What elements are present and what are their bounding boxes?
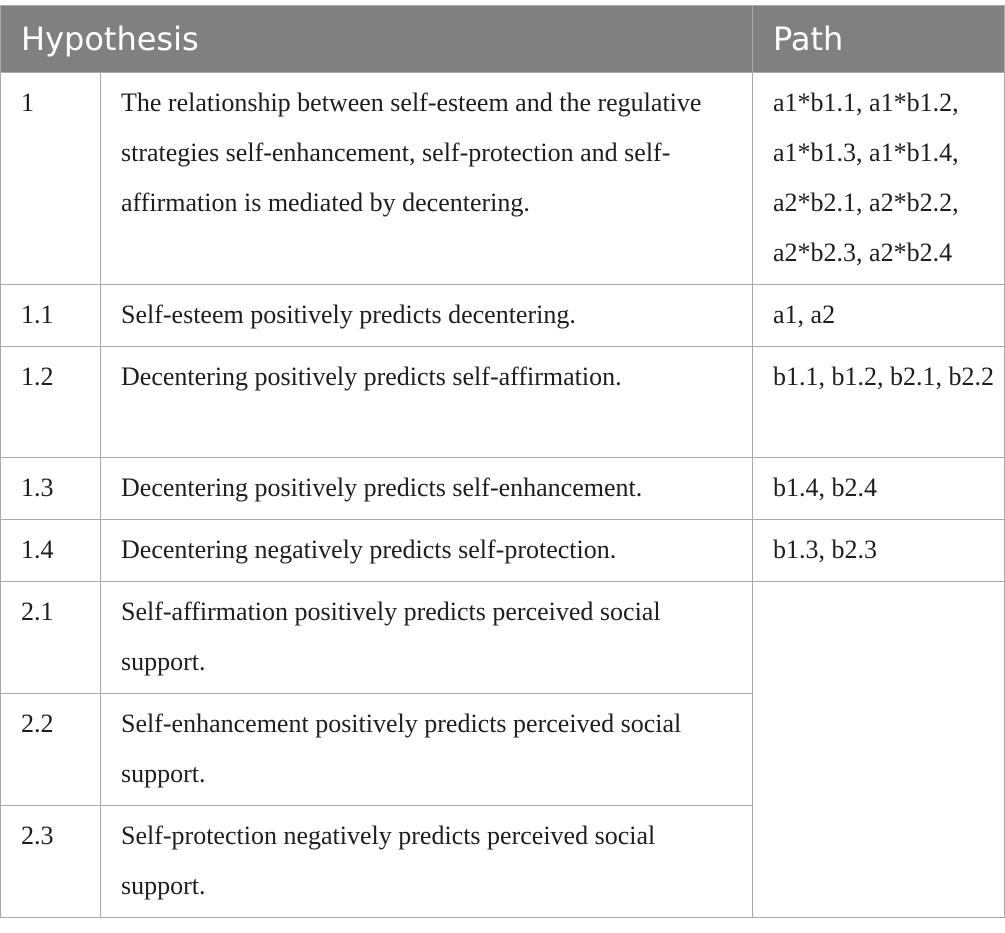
hypothesis-text: Decentering positively predicts self-enhancement. bbox=[101, 458, 753, 520]
hypothesis-number: 2.1 bbox=[1, 582, 101, 694]
table-header-row bbox=[1, 6, 1005, 73]
hypothesis-path: b1.4, b2.4 bbox=[753, 458, 1005, 520]
hypothesis-table bbox=[0, 5, 1005, 918]
table-row bbox=[1, 347, 1005, 458]
hypothesis-path: b1.1, b1.2, b2.1, b2.2 bbox=[753, 347, 1005, 458]
hypothesis-text: Self-protection negatively predicts perceived social support. bbox=[101, 806, 753, 918]
hypothesis-text: Self-affirmation positively predicts perceived social support. bbox=[101, 582, 753, 694]
header-hypothesis: Hypothesis bbox=[1, 6, 753, 73]
hypothesis-path-empty bbox=[753, 582, 1005, 918]
hypothesis-path: a1, a2 bbox=[753, 285, 1005, 347]
table-row bbox=[1, 458, 1005, 520]
hypothesis-path: a1*b1.1, a1*b1.2, a1*b1.3, a1*b1.4, a2*b2.1, a2*b2.2, a2*b2.3, a2*b2.4 bbox=[753, 73, 1005, 285]
hypothesis-text: Self-enhancement positively predicts perceived social support. bbox=[101, 694, 753, 806]
hypothesis-text: The relationship between self-esteem and the regulative strategies self-enhancement, self-protection and self-affirmation is mediated by decentering. bbox=[101, 73, 753, 285]
hypothesis-number: 1.4 bbox=[1, 520, 101, 582]
hypothesis-number: 1.2 bbox=[1, 347, 101, 458]
hypothesis-number: 1.1 bbox=[1, 285, 101, 347]
table-row bbox=[1, 582, 1005, 694]
hypothesis-text: Decentering negatively predicts self-protection. bbox=[101, 520, 753, 582]
table-row bbox=[1, 73, 1005, 285]
table-row bbox=[1, 520, 1005, 582]
hypothesis-number: 1 bbox=[1, 73, 101, 285]
hypothesis-path: b1.3, b2.3 bbox=[753, 520, 1005, 582]
hypothesis-text: Decentering positively predicts self-affirmation. bbox=[101, 347, 753, 458]
hypothesis-number: 2.3 bbox=[1, 806, 101, 918]
hypothesis-number: 2.2 bbox=[1, 694, 101, 806]
header-path: Path bbox=[753, 6, 1005, 73]
hypothesis-number: 1.3 bbox=[1, 458, 101, 520]
table-row bbox=[1, 285, 1005, 347]
hypothesis-text: Self-esteem positively predicts decentering. bbox=[101, 285, 753, 347]
hypothesis-table-container bbox=[0, 5, 1005, 918]
